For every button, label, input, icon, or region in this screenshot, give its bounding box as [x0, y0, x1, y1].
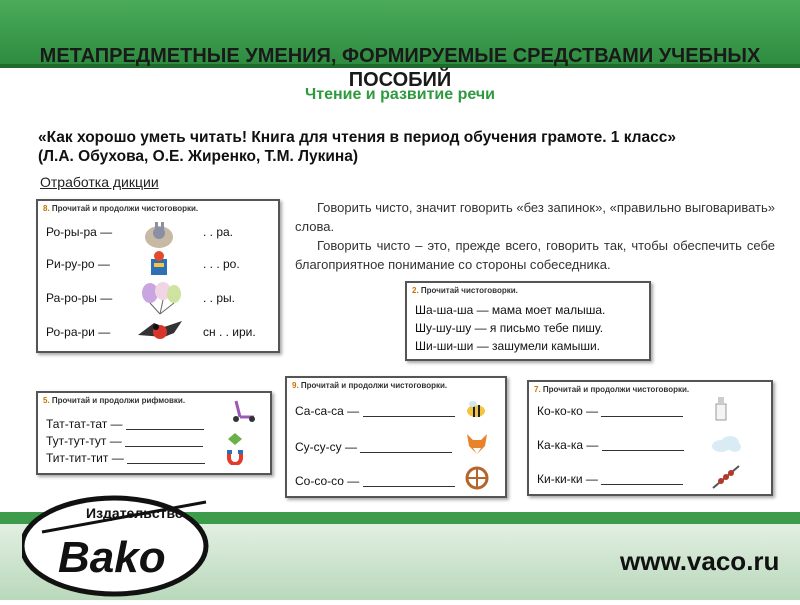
- fox-icon: [463, 430, 491, 458]
- exercise-row: Ша-ша-ша — мама моет малыша.: [415, 303, 606, 317]
- exercise-row: Ро-ра-ри —: [46, 325, 111, 339]
- exercise-card-8: [36, 199, 280, 353]
- exercise-row: Са-са-са —: [295, 400, 455, 422]
- book-reference: [38, 128, 778, 166]
- skewer-icon: [711, 464, 741, 490]
- exercise-row: Тат-тат-тат —: [46, 413, 204, 435]
- kite-icon: [226, 431, 244, 447]
- card-title: 8. Прочитай и продолжи чистоговорки.: [43, 204, 199, 213]
- card-title: 9. Прочитай и продолжи чистоговорки.: [292, 381, 448, 390]
- bullfinch-icon: [134, 315, 186, 343]
- description-text: [295, 198, 775, 274]
- exercise-row: Ки-ки-ки —: [537, 468, 683, 490]
- card-title: 2. Прочитай чистоговорки.: [412, 286, 518, 295]
- cloud-icon: [709, 434, 743, 454]
- robot-icon: [144, 249, 174, 279]
- exercise-row: Шу-шу-шу — я письмо тебе пишу.: [415, 321, 604, 335]
- section-label: Отработка дикции: [40, 174, 159, 190]
- card-title: 5. Прочитай и продолжи рифмовки.: [43, 396, 186, 405]
- wheel-icon: [465, 466, 489, 490]
- exercise-ending: сн . . ири.: [203, 325, 256, 339]
- description-paragraph-2: Говорить чисто – это, прежде всего, говорить так, чтобы обеспечить себе благоприятное понимание со стороны собеседника.: [295, 238, 775, 272]
- exercise-card-7: [527, 380, 773, 496]
- exercise-card-9: [285, 376, 507, 498]
- exercise-row: Су-су-су —: [295, 436, 452, 458]
- magnet-icon: [226, 449, 244, 465]
- exercise-ending: . . . ро.: [203, 257, 240, 271]
- exercise-row: Ко-ко-ко —: [537, 400, 683, 422]
- rabbit-icon: [140, 219, 178, 249]
- exercise-card-5: [36, 391, 272, 475]
- bee-icon: [463, 400, 489, 420]
- description-paragraph-1: Говорить чисто, значит говорить «без запинок», «правильно выговаривать» слова.: [295, 200, 775, 234]
- exercise-card-2: [405, 281, 651, 361]
- scooter-icon: [228, 397, 258, 423]
- card-title: 7. Прочитай и продолжи чистоговорки.: [534, 385, 690, 394]
- exercise-row: Ши-ши-ши — зашумели камыши.: [415, 339, 600, 353]
- exercise-row: Ка-ка-ка —: [537, 434, 684, 456]
- publisher-logo: [22, 492, 222, 605]
- balloons-icon: [138, 281, 184, 315]
- milk-bottle-icon: [713, 396, 729, 422]
- publisher-label: Издательство: [86, 505, 184, 521]
- book-title: «Как хорошо уметь читать! Книга для чтения в период обучения грамоте. 1 класс»: [38, 129, 677, 146]
- page-title: МЕТАПРЕДМЕТНЫЕ УМЕНИЯ, ФОРМИРУЕМЫЕ СРЕДСТВАМИ УЧЕБНЫХ ПОСОБИЙ: [39, 45, 761, 91]
- exercise-row: Ро-ры-ра —: [46, 225, 113, 239]
- page-subtitle: Чтение и развитие речи: [304, 86, 495, 103]
- exercise-ending: . . ра.: [203, 225, 234, 239]
- exercise-row: Тут-тут-тут —: [46, 430, 203, 452]
- book-authors: (Л.А. Обухова, О.Е. Жиренко, Т.М. Лукина): [38, 148, 359, 165]
- website-link[interactable]: www.vaco.ru: [620, 546, 780, 576]
- exercise-row: Ра-ро-ры —: [46, 291, 113, 305]
- publisher-name: Bako: [58, 533, 166, 582]
- exercise-row: Тит-тит-тит —: [46, 447, 205, 469]
- exercise-row: Со-со-со —: [295, 470, 455, 492]
- exercise-row: Ри-ру-ро —: [46, 257, 110, 271]
- exercise-ending: . . ры.: [203, 291, 235, 305]
